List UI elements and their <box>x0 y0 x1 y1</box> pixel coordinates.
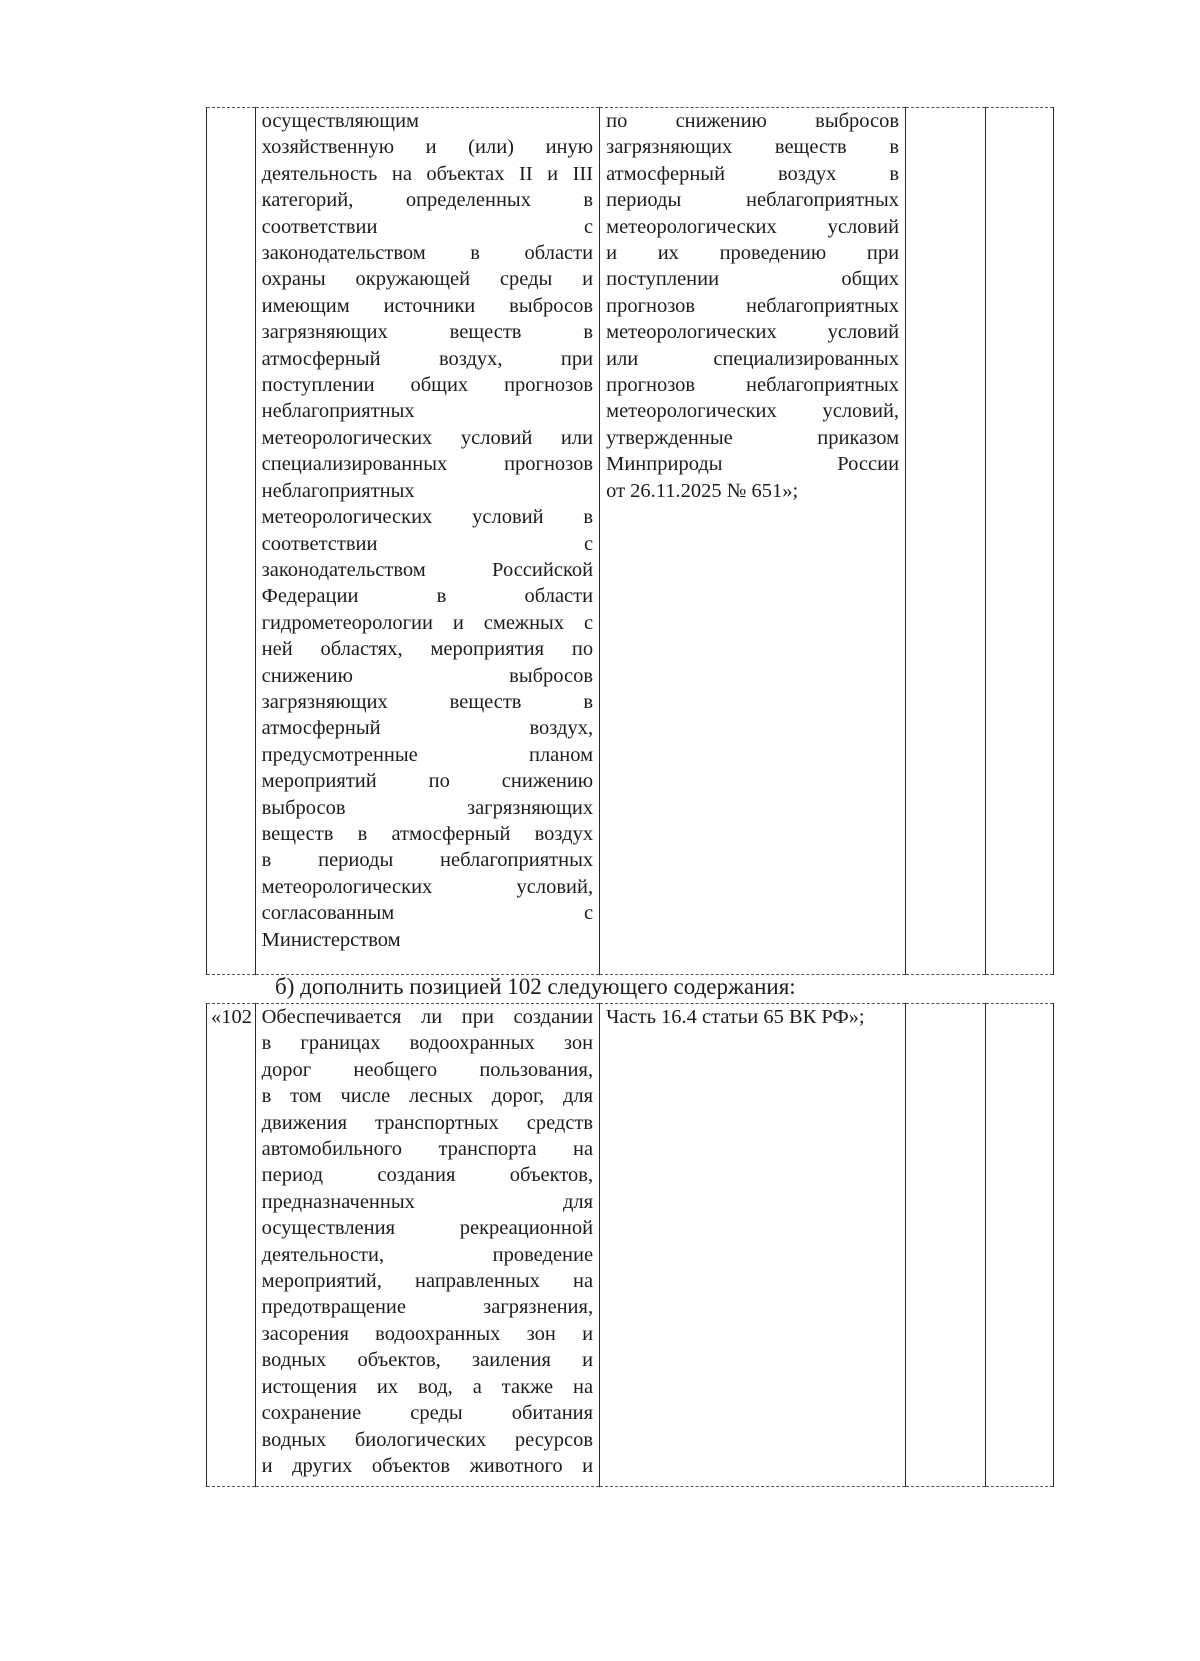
text-line: автомобильного транспорта на <box>261 1138 594 1161</box>
text-line: Минприроды России <box>606 453 900 476</box>
table-row <box>207 108 1054 975</box>
text-line: неблагоприятных <box>261 400 415 423</box>
number-cell <box>207 108 256 975</box>
text-line: категорий, определенных в <box>261 189 594 212</box>
text-line: выбросов загрязняющих <box>261 796 594 819</box>
text-line: периоды неблагоприятных <box>606 189 900 212</box>
requirements-table-new-position <box>206 1003 1054 1487</box>
text-line: деятельности, проведение <box>261 1243 594 1266</box>
text-line: соответствии с <box>261 215 594 238</box>
text-line: осуществляющим <box>261 110 420 132</box>
text-line: загрязняющих веществ в <box>261 690 594 713</box>
question-text <box>262 108 593 953</box>
text-line: дорог необщего пользования, <box>261 1058 594 1081</box>
text-line: от 26.11.2025 № 651»; <box>606 479 799 502</box>
text-line: сохранение среды обитания <box>261 1402 594 1425</box>
text-line: истощения их вод, а также на <box>261 1375 594 1398</box>
text-line: охраны окружающей среды и <box>261 268 594 291</box>
text-line: предотвращение загрязнения, <box>261 1296 594 1319</box>
section-caption: б) дополнить позицией 102 следующего содержания: <box>275 974 796 999</box>
text-line: Обеспечивается ли при создании <box>261 1006 594 1028</box>
question-cell <box>255 1004 599 1487</box>
text-line: и их проведению при <box>606 242 900 265</box>
text-line: водных биологических ресурсов <box>261 1428 594 1451</box>
text-line: Федерации в области <box>261 585 594 608</box>
legal-basis-text: Часть 16.4 статьи 65 ВК РФ»; <box>606 1006 865 1028</box>
note-cell <box>986 1004 1054 1487</box>
question-text <box>262 1004 593 1479</box>
legal-basis-text <box>606 108 899 504</box>
text-line: метеорологических условий или <box>261 426 594 449</box>
text-line: специализированных прогнозов <box>261 453 594 476</box>
text-line: атмосферный воздух в <box>606 162 900 185</box>
text-line: законодательством Российской <box>261 558 594 581</box>
text-line: деятельность на объектах II и III <box>261 162 594 185</box>
legal-basis-cell <box>600 108 906 975</box>
text-line: метеорологических условий, <box>606 400 900 423</box>
legal-basis-cell <box>600 1004 906 1487</box>
question-cell <box>255 108 599 975</box>
text-line: движения транспортных средств <box>261 1111 594 1134</box>
text-line: неблагоприятных <box>261 479 415 502</box>
text-line: веществ в атмосферный воздух <box>261 822 594 845</box>
text-line: снижению выбросов <box>261 664 594 687</box>
text-line: по снижению выбросов <box>606 110 900 132</box>
text-line: предусмотренные планом <box>261 743 594 766</box>
text-line: имеющим источники выбросов <box>261 294 594 317</box>
text-line: Министерством <box>261 928 401 951</box>
text-line: утвержденные приказом <box>606 426 900 449</box>
text-line: мероприятий, направленных на <box>261 1270 594 1293</box>
text-line: мероприятий по снижению <box>261 770 594 793</box>
text-line: поступлении общих <box>606 268 900 291</box>
text-line: ней областях, мероприятия по <box>261 638 594 661</box>
text-line: соответствии с <box>261 532 594 555</box>
text-line: водных объектов, заиления и <box>261 1349 594 1372</box>
text-line: или специализированных <box>606 347 900 370</box>
text-line: загрязняющих веществ в <box>261 321 594 344</box>
text-line: законодательством в области <box>261 242 594 265</box>
text-line: прогнозов неблагоприятных <box>606 294 900 317</box>
table-row <box>207 1004 1054 1487</box>
text-line: согласованным с <box>261 902 594 925</box>
text-line: поступлении общих прогнозов <box>261 374 594 397</box>
text-line: осуществления рекреационной <box>261 1217 594 1240</box>
text-line: метеорологических условий <box>606 321 900 344</box>
text-line: гидрометеорологии и смежных с <box>261 611 594 634</box>
text-line: метеорологических условий <box>606 215 900 238</box>
text-line: атмосферный воздух, <box>261 717 594 740</box>
requirements-table-continued <box>206 107 1054 975</box>
note-cell <box>986 108 1054 975</box>
text-line: хозяйственную и (или) иную <box>261 136 594 159</box>
text-line: и других объектов животного и <box>261 1454 594 1477</box>
row-number: «102 <box>207 1004 256 1487</box>
text-line: в границах водоохранных зон <box>261 1032 594 1055</box>
answer-cell <box>906 1004 986 1487</box>
text-line: метеорологических условий, <box>261 875 594 898</box>
text-line: атмосферный воздух, при <box>261 347 594 370</box>
text-line: период создания объектов, <box>261 1164 594 1187</box>
text-line: в том числе лесных дорог, для <box>261 1085 594 1108</box>
answer-cell <box>906 108 986 975</box>
text-line: засорения водоохранных зон и <box>261 1322 594 1345</box>
text-line: метеорологических условий в <box>261 506 594 529</box>
text-line: прогнозов неблагоприятных <box>606 374 900 397</box>
text-line: предназначенных для <box>261 1190 594 1213</box>
text-line: загрязняющих веществ в <box>606 136 900 159</box>
text-line: в периоды неблагоприятных <box>261 849 594 872</box>
